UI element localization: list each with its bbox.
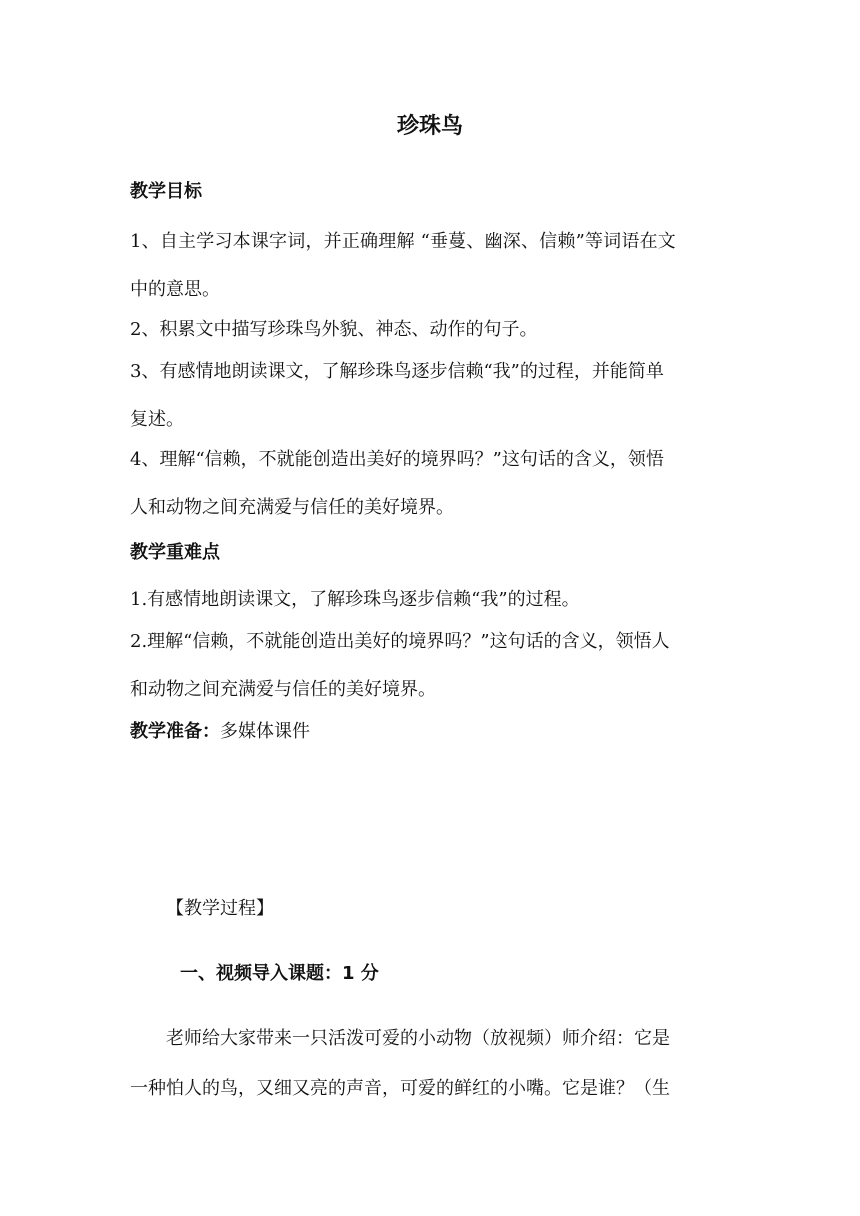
- step-1-line-1: 老师给大家带来一只活泼可爱的小动物（放视频）师介绍：它是: [166, 1028, 670, 1049]
- objective-item-2: [130, 306, 732, 354]
- objective-3-line-1: 3、有感情地朗读课文，了解珍珠鸟逐步信赖“我”的过程，并能简单: [130, 361, 664, 382]
- document-title: 珍珠鸟: [396, 114, 463, 139]
- objective-4-line-1: 4、理解“信赖，不就能创造出美好的境界吗？”这句话的含义，领悟: [130, 449, 664, 470]
- objectives-heading: 教学目标: [130, 181, 202, 202]
- objective-1-line-1: 1、自主学习本课字词，并正确理解 “垂蔓、幽深、信赖”等词语在文: [130, 231, 676, 252]
- key-point-item-1: [130, 576, 732, 624]
- key-point-2-line-2: 和动物之间充满爱与信任的美好境界。: [130, 679, 436, 700]
- objective-item-4: [130, 436, 732, 532]
- key-points-section: [130, 541, 732, 565]
- key-points-heading: 教学重难点: [130, 542, 220, 563]
- step-1-heading: 一、视频导入课题：1 分: [180, 963, 379, 984]
- key-point-2-line-1: 2.理解“信赖，不就能创造出美好的境界吗？”这句话的含义，领悟人: [130, 631, 670, 652]
- process-section-mark: 【教学过程】: [166, 898, 274, 919]
- objective-2-line-1: 2、积累文中描写珍珠鸟外貌、神态、动作的句子。: [130, 319, 538, 340]
- preparation-section: [130, 720, 732, 744]
- key-point-item-2: [130, 618, 732, 714]
- objective-item-3: [130, 348, 732, 444]
- key-point-1-line-1: 1.有感情地朗读课文，了解珍珠鸟逐步信赖“我”的过程。: [130, 589, 580, 610]
- step-1-body: [130, 1014, 732, 1114]
- objectives-section: [130, 180, 732, 204]
- objective-1-line-2: 中的意思。: [130, 279, 220, 300]
- objective-4-line-2: 人和动物之间充满爱与信任的美好境界。: [130, 497, 454, 518]
- objective-item-1: [130, 218, 732, 314]
- objective-3-line-2: 复述。: [130, 409, 184, 430]
- step-1-line-2: 一种怕人的鸟，又细又亮的声音，可爱的鲜红的小嘴。它是谁？（生: [130, 1078, 670, 1099]
- preparation-label: 教学准备：: [130, 721, 220, 742]
- preparation-value: 多媒体课件: [220, 721, 310, 742]
